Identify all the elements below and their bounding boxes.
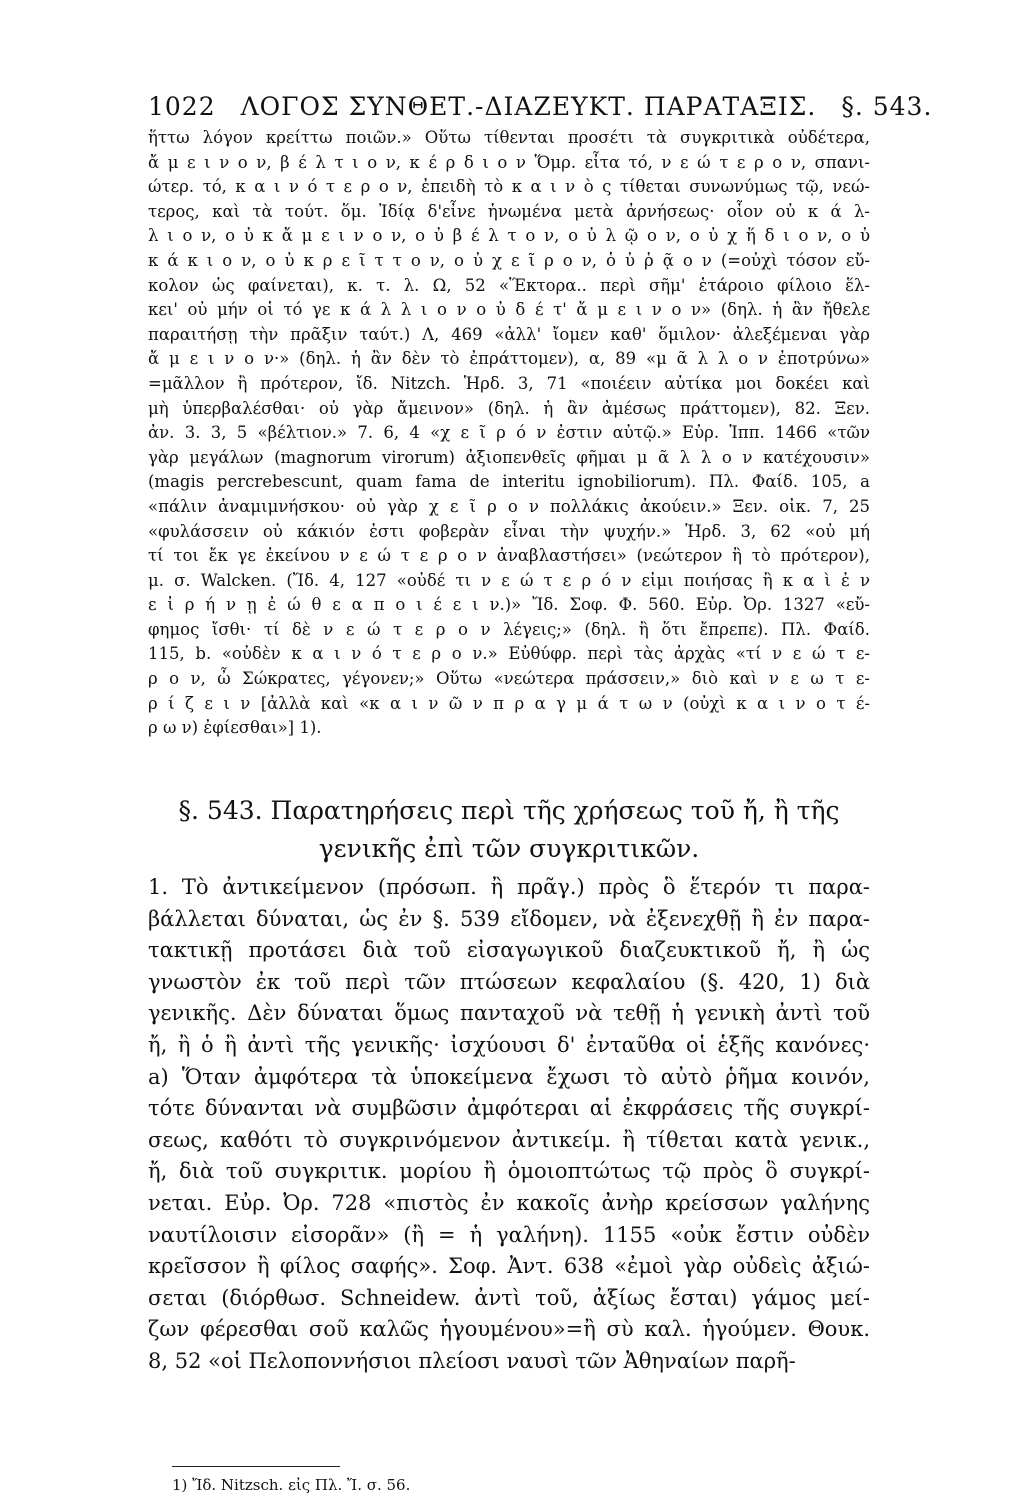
text-line: 8, 52 «οἱ Πελοποννήσιοι πλείοσι ναυσὶ τῶν Ἀθηναίων παρῆ- — [148, 1348, 796, 1373]
text-line: ρ ί ζ ε ι ν [ἀλλὰ καὶ «κ α ι ν ῶ ν π ρ α γ μ ά τ ω ν (οὐχὶ κ α ι ν ο τ έ- — [148, 693, 870, 713]
text-line: τότε δύνανται νὰ συμβῶσιν ἀμφότεραι αἱ ἐκφράσεις τῆς συγκρί- — [148, 1096, 870, 1121]
running-title: ΛΟΓΟΣ ΣΥΝΘΕΤ.-ΔΙΑΖΕΥΚΤ. ΠΑΡΑΤΑΞΙΣ. — [240, 92, 817, 121]
text-line: ἤ, ἢ ὁ ἢ ἀντὶ τῆς γενικῆς· ἰσχύουσι δ' ἐνταῦθα οἱ ἑξῆς κανόνες· — [148, 1032, 870, 1057]
text-line: ζων φέρεσθαι σοῦ καλῶς ἡγουμένου»=ἢ σὺ καλ. ἡγούμεν. Θουκ. — [148, 1317, 870, 1342]
text-line: κ ά κ ι ο ν, ο ὐ κ ρ ε ῖ τ τ ο ν, ο ὐ χ ε ῖ ρ ο ν, ὁ ὐ ῥ ᾷ ο ν (=οὐχὶ τόσον εὔ- — [148, 250, 870, 270]
text-line: μ. σ. Walcken. (Ἴδ. 4, 127 «οὐδέ τι ν ε ώ τ ε ρ ό ν εἰμι ποιήσας ἢ κ α ὶ ἐ ν — [148, 570, 870, 590]
text-line: κρεῖσσον ἢ φίλος σαφής». Σοφ. Ἀντ. 638 «ἐμοὶ γὰρ οὐδεὶς ἀξιώ- — [148, 1254, 870, 1279]
main-body-text — [148, 872, 870, 1378]
text-line: τακτικῇ προτάσει διὰ τοῦ εἰσαγωγικοῦ διαζευκτικοῦ ἤ, ἢ ὡς — [148, 938, 870, 963]
footnote: 1) Ἴδ. Nitzsch. εἰς Πλ. Ἴ. σ. 56. — [172, 1476, 411, 1494]
text-line: «πάλιν ἀναμιμνήσκου· οὐ γὰρ χ ε ῖ ρ ο ν πολλάκις ἀκούειν.» Ξεν. οἰκ. 7, 25 — [148, 496, 870, 516]
text-line: =μᾶλλον ἢ πρότερον, ἴδ. Nitzch. Ἡρδ. 3, 71 «ποιέειν αὐτίκα μοι δοκέει καὶ — [148, 373, 870, 393]
text-line: γνωστὸν ἐκ τοῦ περὶ τῶν πτώσεων κεφαλαίου (§. 420, 1) διὰ — [148, 969, 870, 994]
text-line: 1. Τὸ ἀντικείμενον (πρόσωπ. ἢ πρᾶγ.) πρὸς ὃ ἕτερόν τι παρα- — [148, 875, 870, 899]
text-line: ναυτίλοισιν εἰσορᾶν» (ἢ = ἡ γαλήνη). 1155 «οὐκ ἔστιν οὐδὲν — [148, 1222, 870, 1247]
text-line: ώτερ. τό, κ α ι ν ό τ ε ρ ο ν, ἐπειδὴ τὸ κ α ι ν ὸ ς τίθεται συνωνύμως τῷ, νεώ- — [148, 177, 870, 197]
section-heading-line: γενικῆς ἐπὶ τῶν συγκριτικῶν. — [318, 834, 700, 863]
text-line: νεται. Εὐρ. Ὀρ. 728 «πιστὸς ἐν κακοῖς ἀνὴρ κρείσσων γαλήνης — [148, 1190, 870, 1215]
text-line: λ ι ο ν, ο ὐ κ ἄ μ ε ι ν ο ν, ο ὐ β έ λ τ ο ν, ο ὐ λ ῷ ο ν, ο ὐ χ ἥ δ ι ο ν, ο ὐ — [148, 226, 870, 246]
text-line: γενικῆς. Δὲν δύναται ὅμως πανταχοῦ νὰ τεθῇ ἡ γενικὴ ἀντὶ τοῦ — [148, 1001, 870, 1026]
text-line: σεται (διόρθωσ. Schneidew. ἀντὶ τοῦ, ἀξίως ἔσται) γάμος μεί- — [148, 1285, 870, 1310]
text-line: «φυλάσσειν οὐ κάκιόν ἐστι φοβερὰν εἶναι τὴν ψυχήν.» Ἡρδ. 3, 62 «οὐ μή — [148, 521, 870, 541]
text-line: a) Ὅταν ἀμφότερα τὰ ὑποκείμενα ἔχωσι τὸ αὐτὸ ῥῆμα κοινόν, — [148, 1064, 870, 1089]
text-line: ρ ω ν) ἐφίεσθαι»] 1). — [148, 718, 322, 738]
section-heading-line: §. 543. Παρατηρήσεις περὶ τῆς χρήσεως τοῦ ἤ, ἢ τῆς — [178, 796, 840, 825]
text-line: τερος, καὶ τὰ τούτ. ὅμ. Ἰδίᾳ δ'εἶνε ἡνωμένα μετὰ ἀρνήσεως· οἷον οὐ κ ά λ- — [148, 201, 870, 221]
text-line: βάλλεται δύναται, ὡς ἐν §. 539 εἴδομεν, νὰ ἐξενεχθῇ ἢ ἐν παρα- — [148, 906, 870, 931]
footnote-divider — [172, 1466, 340, 1467]
text-line: μὴ ὑπερβαλέσθαι· οὐ γὰρ ἄμεινον» (δηλ. ἡ ἂν ἀμέσως πράττομεν), 82. Ξεν. — [148, 398, 870, 418]
text-line: σεως, καθότι τὸ συγκρινόμενον ἀντικείμ. ἢ τίθεται κατὰ γενικ., — [148, 1127, 870, 1152]
text-line: φημος ἴσθι· τί δὲ ν ε ώ τ ε ρ ο ν λέγεις;» (δηλ. ἢ ὅτι ἔπρεπε). Πλ. Φαίδ. — [148, 619, 870, 639]
text-line: κει' οὐ μήν οἱ τό γε κ ά λ λ ι ο ν ο ὐ δ έ τ' ἄ μ ε ι ν ο ν» (δηλ. ἡ ἂν ἤθελε — [148, 300, 870, 320]
text-line: τί τοι ἔκ γε ἐκείνου ν ε ώ τ ε ρ ο ν ἀναβλαστήσει» (νεώτερον ἢ τὸ πρότερον), — [148, 546, 870, 566]
text-line: ρ ο ν, ὦ Σώκρατες, γέγονεν;» Οὕτω «νεώτερα πράσσειν,» διὸ καὶ ν ε ω τ ε- — [148, 669, 870, 689]
page-number: 1022 — [148, 92, 216, 121]
text-line: κολον ὡς φαίνεται), κ. τ. λ. Ω, 52 «Ἕκτορα.. περὶ σῆμ' ἑτάροιο φίλοιο ἕλ- — [148, 275, 870, 295]
text-line: ἀν. 3. 3, 5 «βέλτιον.» 7. 6, 4 «χ ε ῖ ρ ό ν ἐστιν αὐτῷ.» Εὐρ. Ἱππ. 1466 «τῶν — [148, 423, 870, 443]
text-line: ἄ μ ε ι ν ο ν, β έ λ τ ι ο ν, κ έ ρ δ ι ο ν Ὅμρ. εἶτα τό, ν ε ώ τ ε ρ ο ν, σπανι- — [148, 152, 870, 172]
text-line: ε ἰ ρ ή ν ῃ ἐ ώ θ ε α π ο ι έ ε ι ν.)» Ἴδ. Σοφ. Φ. 560. Εὐρ. Ὀρ. 1327 «εὔ- — [148, 595, 870, 615]
text-line: ἄ μ ε ι ν ο ν·» (δηλ. ἡ ἂν δὲν τὸ ἐπράττομεν), α, 89 «μ ᾶ λ λ ο ν ἐποτρύνω» — [148, 349, 870, 369]
text-line: γὰρ μεγάλων (magnorum virorum) ἀξιοπενθεῖς φῆμαι μ ᾶ λ λ ο ν κατέχουσιν» — [148, 447, 870, 467]
text-line: 115, b. «οὐδὲν κ α ι ν ό τ ε ρ ο ν.» Εὐθύφρ. περὶ τὰς ἀρχὰς «τί ν ε ώ τ ε- — [148, 644, 870, 664]
running-header — [148, 92, 933, 121]
text-line: ἥττω λόγον κρείττω ποιῶν.» Οὕτω τίθενται προσέτι τὰ συγκριτικὰ οὐδέτερα, — [148, 128, 870, 147]
text-line: (magis percrebescunt, quam fama de interitu ignobiliorum). Πλ. Φαίδ. 105, a — [148, 472, 870, 492]
text-line: ἤ, διὰ τοῦ συγκριτικ. μορίου ἢ ὁμοιοπτώτως τῷ πρὸς ὃ συγκρί- — [148, 1159, 870, 1184]
section-heading — [148, 792, 870, 868]
section-reference: §. 543. — [841, 92, 933, 121]
small-print-text — [148, 126, 870, 741]
text-line: παραιτήσῃ τὴν πρᾶξιν ταύτ.) Λ, 469 «ἀλλ' ἴομεν καθ' ὅμιλον· ἀλεξέμεναι γὰρ — [148, 324, 870, 344]
